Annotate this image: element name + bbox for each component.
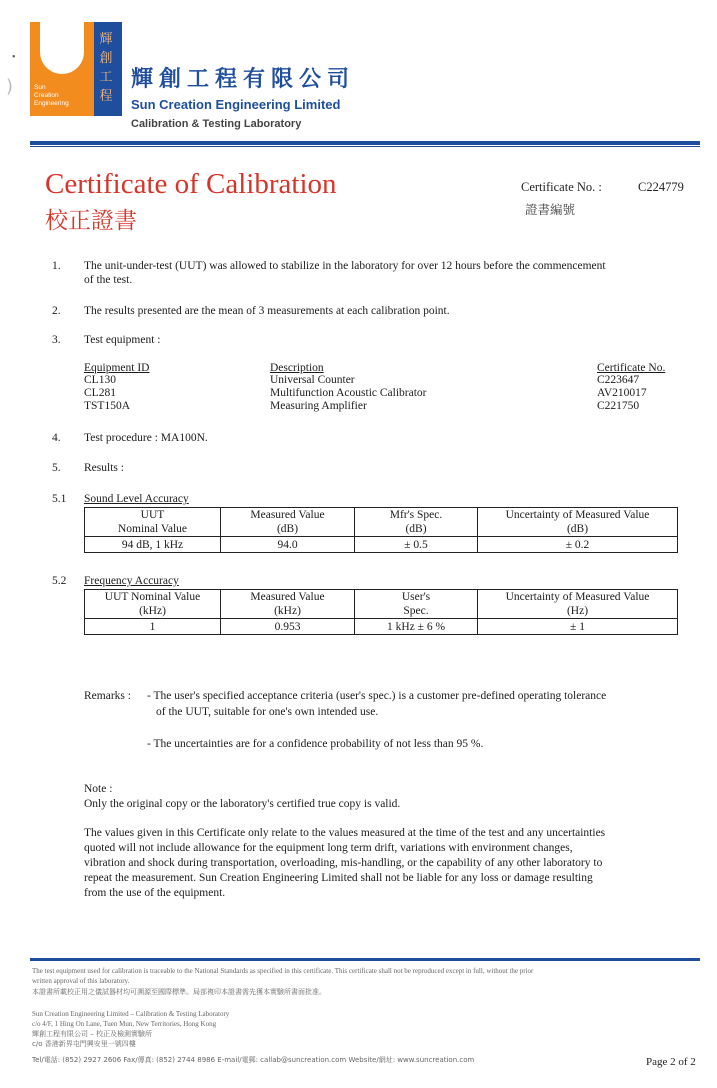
table-cell: 1 — [85, 619, 221, 635]
header-cell: Uncertainty of Measured Value (Hz) — [478, 590, 678, 619]
sound-level-table — [84, 507, 678, 553]
section-number: 5.1 — [52, 493, 67, 505]
item-number: 4. — [52, 432, 61, 444]
item-5-text: Results : — [84, 462, 124, 474]
item-3-text: Test equipment : — [84, 334, 161, 346]
laboratory-name: Calibration & Testing Laboratory — [131, 118, 302, 130]
equipment-certificate: AV210017 — [597, 387, 647, 399]
margin-curve: ) — [6, 76, 14, 97]
remarks-label: Remarks : — [84, 690, 131, 702]
footer-company-chinese: 輝創工程有限公司 – 校正及檢測實驗所 — [32, 1030, 152, 1038]
table-cell: 0.953 — [221, 619, 355, 635]
certificate-number-label-chinese: 證書編號 — [525, 202, 576, 217]
equipment-id: CL130 — [84, 374, 116, 386]
header-cell: UUT Nominal Value (kHz) — [85, 590, 221, 619]
table-cell: 94 dB, 1 kHz — [85, 537, 221, 553]
header-cell: Uncertainty of Measured Value (dB) — [478, 508, 678, 537]
certificate-number-label: Certificate No. : — [521, 180, 602, 194]
item-1-text-line1: The unit-under-test (UUT) was allowed to stabilize in the laboratory for over 12 hours before the commencement — [84, 260, 606, 272]
sound-level-title: Sound Level Accuracy — [84, 493, 189, 505]
note-paragraph-line: from the use of the equipment. — [84, 887, 226, 899]
logo-chinese-chars: 輝 創 工 程 — [99, 32, 113, 104]
table-cell: 1 kHz ± 6 % — [355, 619, 478, 635]
remark-1-line2: of the UUT, suitable for one's own intended use. — [156, 706, 379, 718]
item-1-text-line2: of the test. — [84, 274, 133, 286]
header-cell: Measured Value (dB) — [221, 508, 355, 537]
logo-english-text: Sun Creation Engineering — [34, 84, 69, 107]
header-rule — [30, 141, 700, 145]
item-number: 2. — [52, 305, 61, 317]
header-cell: UUT Nominal Value — [85, 508, 221, 537]
certificate-number-value: C224779 — [638, 180, 684, 194]
table-row — [85, 619, 678, 635]
certificate-title-chinese: 校正證書 — [45, 208, 137, 234]
page-number: Page 2 of 2 — [646, 1056, 696, 1068]
equipment-id: TST150A — [84, 400, 130, 412]
certificate-title: Certificate of Calibration — [45, 168, 337, 200]
equipment-id: CL281 — [84, 387, 116, 399]
equipment-certificate: C221750 — [597, 400, 640, 412]
header-cell: Mfr's Spec. (dB) — [355, 508, 478, 537]
equipment-certificate: C223647 — [597, 374, 640, 386]
equipment-description: Universal Counter — [270, 374, 355, 386]
company-name-chinese: 輝創工程有限公司 — [131, 67, 356, 92]
frequency-accuracy-title: Frequency Accuracy — [84, 575, 179, 587]
section-number: 5.2 — [52, 575, 67, 587]
margin-dot: • — [12, 52, 16, 63]
footer-traceability-line2: written approval of this laboratory. — [32, 977, 130, 985]
footer-address: c/o 4/F, 1 Hing On Lane, Tuen Mun, New Territories, Hong Kong — [32, 1020, 217, 1028]
note-label: Note : — [84, 783, 113, 795]
certificate-no-header: Certificate No. — [597, 362, 666, 374]
footer-address-chinese: c/o 香港新界屯門興安里一號四樓 — [32, 1040, 136, 1048]
equipment-id-header: Equipment ID — [84, 362, 150, 374]
item-4-text: Test procedure : MA100N. — [84, 432, 208, 444]
table-cell: ± 0.5 — [355, 537, 478, 553]
item-number: 3. — [52, 334, 61, 346]
frequency-table — [84, 589, 678, 635]
header-cell: Measured Value (kHz) — [221, 590, 355, 619]
note-line: Only the original copy or the laboratory's certified true copy is valid. — [84, 798, 401, 810]
company-logo — [30, 22, 122, 116]
table-row — [85, 537, 678, 553]
footer-traceability-line1: The test equipment used for calibration is traceable to the National Standards as specified in this certificate. This certificate shall not be reproduced except in full, without the prior — [32, 967, 534, 975]
equipment-description: Measuring Amplifier — [270, 400, 367, 412]
remark-2: - The uncertainties are for a confidence probability of not less than 95 %. — [147, 738, 484, 750]
table-cell: ± 0.2 — [478, 537, 678, 553]
footer-rule — [30, 958, 700, 961]
table-header-row — [85, 508, 678, 537]
item-number: 5. — [52, 462, 61, 474]
item-2-text: The results presented are the mean of 3 measurements at each calibration point. — [84, 305, 450, 317]
item-number: 1. — [52, 260, 61, 272]
footer-contact: Tel/電話: (852) 2927 2606 Fax/傳真: (852) 2744 8986 E-mail/電郵: callab@suncreation.com Website/網址: www.suncreation.com — [32, 1056, 475, 1064]
footer-company: Sun Creation Engineering Limited – Calibration & Testing Laboratory — [32, 1010, 230, 1018]
remark-1-line1: - The user's specified acceptance criteria (user's spec.) is a customer pre-defined operating tolerance — [147, 690, 607, 702]
header-rule-thin — [30, 146, 700, 147]
note-paragraph-line: repeat the measurement. Sun Creation Engineering Limited shall not be liable for any loss or damage resulting — [84, 872, 593, 884]
table-cell: ± 1 — [478, 619, 678, 635]
note-paragraph-line: The values given in this Certificate only relate to the values measured at the time of the test and any uncertainties — [84, 827, 606, 839]
company-name-english: Sun Creation Engineering Limited — [131, 97, 341, 112]
footer-traceability-chinese: 本證書所載校正用之儀試器材均可溯源至國際標準。局部複印本證書需先獲本實驗所書面批准。 — [32, 988, 326, 996]
note-paragraph-line: vibration and shock during transportation, overloading, mis-handling, or the capability of any other laboratory to — [84, 857, 603, 869]
equipment-description: Multifunction Acoustic Calibrator — [270, 387, 427, 399]
table-cell: 94.0 — [221, 537, 355, 553]
table-header-row — [85, 590, 678, 619]
header-cell: User's Spec. — [355, 590, 478, 619]
note-paragraph-line: quoted will not include allowance for the equipment long term drift, variations with environment changes, — [84, 842, 573, 854]
description-header: Description — [270, 362, 324, 374]
